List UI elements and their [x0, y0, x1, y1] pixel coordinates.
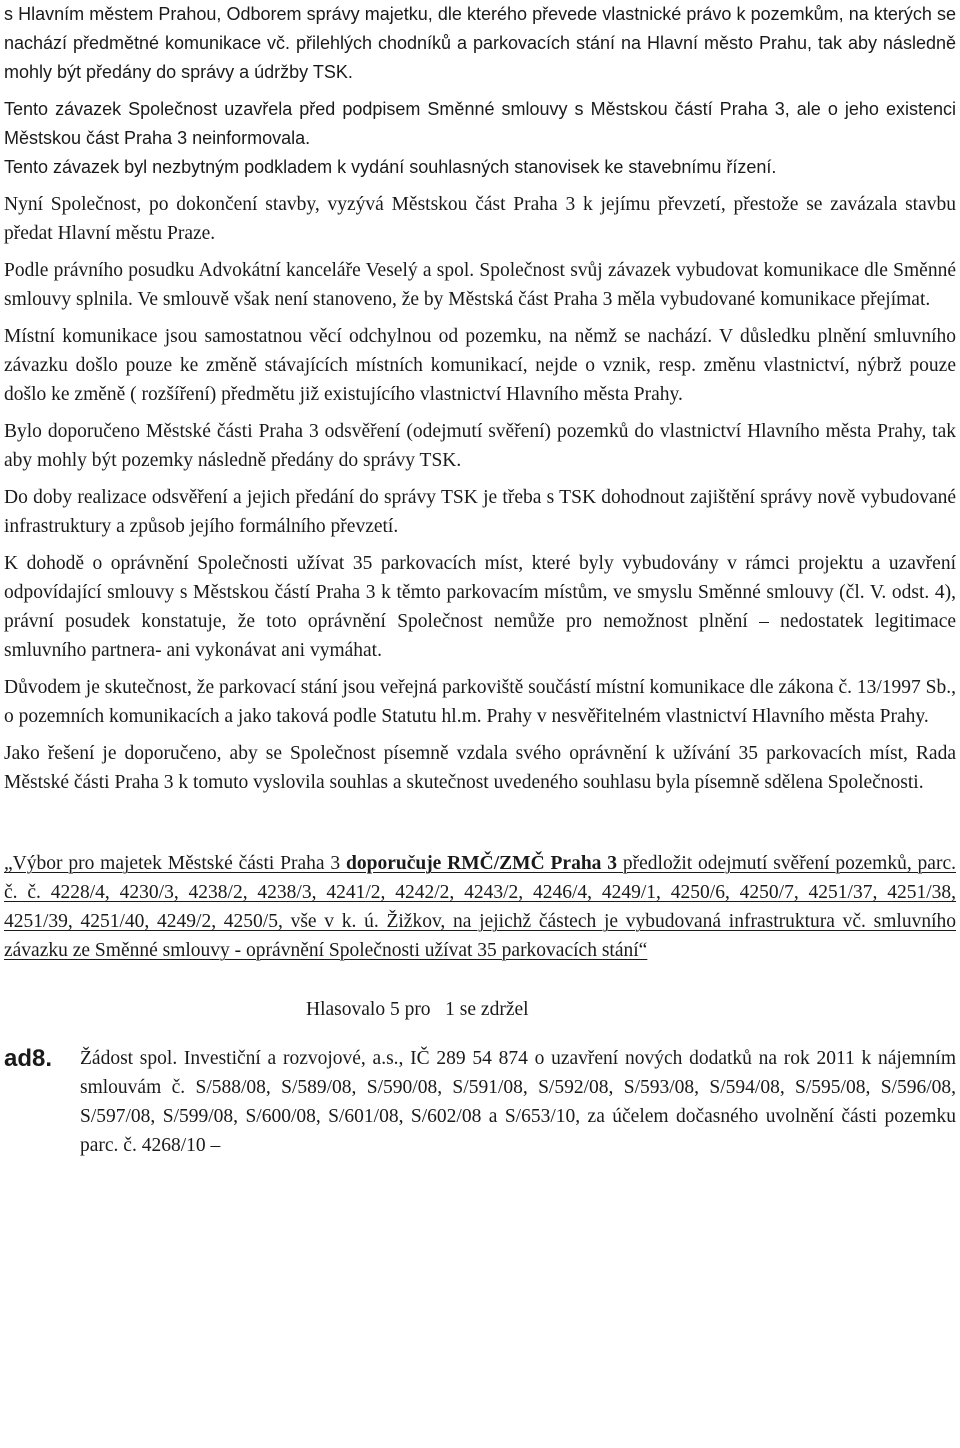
agenda-item-text: Žádost spol. Investiční a rozvojové, a.s., IČ 289 54 874 o uzavření nových dodatků na rok 2011 k nájemním smlouvám č. S/588/08, S/589/08, S/590/08, S/591/08, S/592/08, S/593/08, S/594/08, S/595/08, S/596/08, S/597/08, S/599/08, S/600/08, S/601/08, S/602/08 a S/653/10, za účelem dočasného uvolnění části pozemku parc. č. 4268/10 – — [80, 1048, 956, 1156]
resolution-intro: „Výbor pro majetek Městské části Praha 3 — [4, 853, 346, 874]
paragraph-obligation-basis: Tento závazek byl nezbytným podkladem k vydání souhlasných stanovisek ke stavebnímu řízení. — [4, 157, 777, 177]
paragraph-parking-reason: Důvodem je skutečnost, že parkovací stání jsou veřejná parkoviště součástí místní komunikace dle zákona č. 13/1997 Sb., o pozemních komunikacích a jako taková podle Statutu hl.m. Prahy v nesvěřitelném vlastnictví Hlavního města Prahy. — [4, 677, 957, 727]
paragraph-transfer-ownership: s Hlavním městem Prahou, Odborem správy majetku, dle kterého převede vlastnické právo k pozemkům, na kterých se nachází předmětné komunikace vč. přilehlých chodníků a parkovacích stání na Hlavní město Prahu, tak aby následně mohly být předány do správy a údržby TSK. — [4, 4, 956, 82]
paragraph-legal-opinion: Podle právního posudku Advokátní kanceláře Veselý a spol. Společnost svůj závazek vybudovat komunikace dle Směnné smlouvy splnila. Ve smlouvě však není stanoveno, že by Městská část Praha 3 měla vybudované komunikace přejímat. — [4, 260, 956, 310]
resolution-body: předložit odejmutí svěření pozemků, parc. č. č. 4228/4, 4230/3, 4238/2, 4238/3, 4241/2, 4242/2, 4243/2, 4246/4, 4249/1, 4250/6, 4250/7, 4251/37, 4251/38, 4251/39, 4251/40, 4249/2, 4250/5, vše v k. ú. Žižkov, na jejichž částech je vybudovaná infrastruktura vč. smluvního závazku ze Směnné smlouvy - oprávnění Společnosti užívat 35 parkovacích stání“ — [4, 853, 956, 961]
paragraph-local-roads: Místní komunikace jsou samostatnou věcí odchylnou od pozemku, na němž se nachází. V důsledku plnění smluvního závazku došlo pouze ke změně stávajících místních komunikací, nejde o vznik, resp. změnu vlastnictví, nýbrž pouze došlo ke změně ( rozšíření) předmětu již existujícího vlastnictví Hlavního města Prahy. — [4, 326, 956, 405]
paragraph-recommendation-withdrawal: Bylo doporučeno Městské části Praha 3 odsvěření (odejmutí svěření) pozemků do vlastnictví Hlavního města Prahy, tak aby mohly být pozemky následně předány do správy TSK. — [4, 421, 956, 471]
paragraph-parking-rights: K dohodě o oprávnění Společnosti užívat 35 parkovacích míst, které byly vybudovány v rámci projektu a uzavření odpovídající smlouvy s Městskou částí Praha 3 k těmto parkovacím místům, ve smyslu Směnné smlouvy (čl. V. odst. 4), právní posudek konstatuje, že toto oprávnění Společnost nemůže pro nemožnost plnění – nedostatek legitimace smluvního partnera- ani vykonávat ani vymáhat. — [4, 553, 956, 661]
resolution-recommendation: doporučuje RMČ/ZMČ Praha 3 — [346, 853, 618, 874]
paragraph-tsk-agreement: Do doby realizace odsvěření a jejich předání do správy TSK je třeba s TSK dohodnout zajištění správy nově vybudované infrastruktury a způsob jejího formálního převzetí. — [4, 487, 956, 537]
resolution-text — [4, 849, 956, 965]
agenda-item-number: ad8. — [4, 1045, 53, 1072]
document-page — [4, 0, 956, 1160]
agenda-item-ad8 — [4, 1044, 956, 1160]
vote-result: Hlasovalo 5 pro 1 se zdržel — [306, 999, 529, 1020]
paragraph-obligation-before-exchange: Tento závazek Společnost uzavřela před podpisem Směnné smlouvy s Městskou částí Praha 3, ale o jeho existenci Městskou část Praha 3 neinformovala. — [4, 99, 956, 148]
paragraph-company-calls-transfer: Nyní Společnost, po dokončení stavby, vyzývá Městskou část Praha 3 k jejímu převzetí, přestože se zavázala stavbu předat Hlavní městu Praze. — [4, 194, 956, 244]
paragraph-solution: Jako řešení je doporučeno, aby se Společnost písemně vzdala svého oprávnění k užívání 35 parkovacích míst, Rada Městské části Praha 3 k tomuto vyslovila souhlas a skutečnost uvedeného souhlasu byla písemně sdělena Společnosti. — [4, 743, 956, 793]
